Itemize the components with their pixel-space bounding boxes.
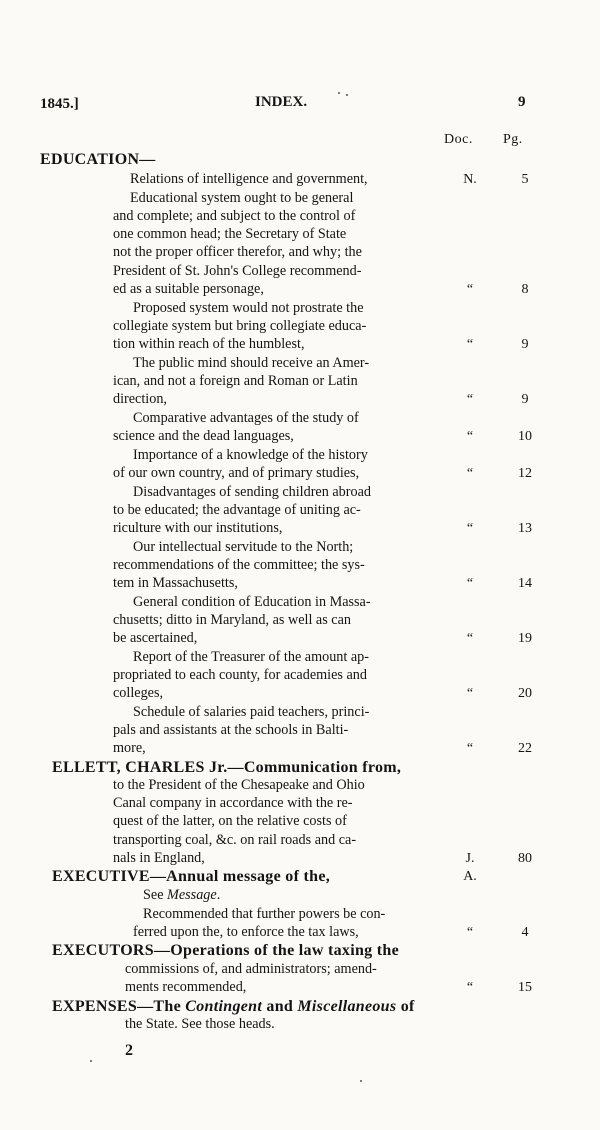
index-line: the State. See those heads. <box>125 1016 275 1032</box>
doc-reference: N. <box>463 172 477 187</box>
index-line: propriated to each county, for academies and <box>113 667 367 683</box>
header-page-number: 9 <box>518 94 526 110</box>
index-line: President of St. John's College recommend- <box>113 263 362 279</box>
page-reference: 9 <box>521 392 529 407</box>
index-line: one common head; the Secretary of State <box>113 226 347 242</box>
index-line: transporting coal, &c. on rail roads and ca- <box>113 832 357 848</box>
index-line: Disadvantages of sending children abroad <box>133 484 371 500</box>
page-reference: 13 <box>518 521 532 536</box>
doc-reference: “ <box>466 980 474 995</box>
index-line: science and the dead languages, <box>113 428 294 444</box>
header-year: 1845.] <box>40 96 79 112</box>
index-line: recommendations of the committee; the sys- <box>113 557 365 573</box>
index-line: to be educated; the advantage of uniting ac- <box>113 502 361 518</box>
index-line: Report of the Treasurer of the amount ap- <box>133 649 370 665</box>
index-line: Proposed system would not prostrate the <box>133 300 364 316</box>
index-line: Our intellectual servitude to the North; <box>133 539 354 555</box>
index-line: Recommended that further powers be con- <box>143 906 386 922</box>
doc-column-header: Doc. <box>444 132 473 147</box>
page-reference: 8 <box>521 282 529 297</box>
print-speck <box>346 94 348 96</box>
index-line: The public mind should receive an Amer- <box>133 355 370 371</box>
doc-reference: “ <box>466 466 474 481</box>
index-heading: EXECUTORS—Operations of the law taxing the <box>52 942 399 959</box>
print-speck <box>360 1080 362 1082</box>
index-line: commissions of, and administrators; amend- <box>125 961 377 977</box>
print-speck <box>338 92 340 94</box>
doc-reference: “ <box>466 392 474 407</box>
doc-reference: “ <box>466 686 474 701</box>
index-heading: EDUCATION— <box>40 151 156 168</box>
page-reference: 80 <box>518 851 532 866</box>
doc-reference: “ <box>466 925 474 940</box>
index-line: ican, and not a foreign and Roman or Latin <box>113 373 358 389</box>
doc-reference: “ <box>466 282 474 297</box>
index-line: Importance of a knowledge of the history <box>133 447 368 463</box>
index-line: not the proper officer therefor, and why; the <box>113 244 362 260</box>
index-heading: ELLETT, CHARLES Jr.—Communication from, <box>52 759 402 776</box>
doc-reference: “ <box>466 576 474 591</box>
index-line: Schedule of salaries paid teachers, princi- <box>133 704 370 720</box>
index-line: more, <box>113 740 146 756</box>
index-line: direction, <box>113 391 167 407</box>
index-line: Comparative advantages of the study of <box>133 410 359 426</box>
index-line: ments recommended, <box>125 979 247 995</box>
page-reference: 15 <box>518 980 532 995</box>
page-reference: 14 <box>518 576 532 591</box>
page-reference: 22 <box>518 741 532 756</box>
index-line: tion within reach of the humblest, <box>113 336 305 352</box>
index-line: Relations of intelligence and government, <box>130 171 368 187</box>
doc-reference: “ <box>466 521 474 536</box>
page-reference: 12 <box>518 466 532 481</box>
doc-reference: A. <box>463 869 477 884</box>
index-line: collegiate system but bring collegiate educa- <box>113 318 367 334</box>
header-title: INDEX. <box>255 94 308 110</box>
index-line: riculture with our institutions, <box>113 520 283 536</box>
index-heading: 2 <box>125 1042 134 1059</box>
index-line: colleges, <box>113 685 164 701</box>
index-heading: EXPENSES—The Contingent and Miscellaneous of <box>52 998 415 1015</box>
doc-reference: “ <box>466 631 474 646</box>
print-speck <box>90 1060 92 1062</box>
page-reference: 9 <box>521 337 529 352</box>
page-reference: 4 <box>521 925 529 940</box>
index-line: See Message. <box>143 887 221 903</box>
doc-reference: “ <box>466 741 474 756</box>
page-reference: 5 <box>521 172 529 187</box>
index-line: Canal company in accordance with the re- <box>113 795 353 811</box>
page-reference: 20 <box>518 686 532 701</box>
index-line: tem in Massachusetts, <box>113 575 238 591</box>
index-heading: EXECUTIVE—Annual message of the, <box>52 868 331 885</box>
index-line: nals in England, <box>113 850 205 866</box>
index-line: chusetts; ditto in Maryland, as well as can <box>113 612 351 628</box>
doc-reference: J. <box>465 851 475 866</box>
index-line: ferred upon the, to enforce the tax laws, <box>133 924 359 940</box>
index-line: be ascertained, <box>113 630 198 646</box>
doc-reference: “ <box>466 337 474 352</box>
page-reference: 19 <box>518 631 532 646</box>
index-line: ed as a suitable personage, <box>113 281 264 297</box>
doc-reference: “ <box>466 429 474 444</box>
index-line: of our own country, and of primary studies, <box>113 465 360 481</box>
index-line: Educational system ought to be general <box>130 190 354 206</box>
pg-column-header: Pg. <box>503 132 523 147</box>
index-line: General condition of Education in Massa- <box>133 594 371 610</box>
index-line: and complete; and subject to the control of <box>113 208 356 224</box>
page-reference: 10 <box>518 429 532 444</box>
index-line: pals and assistants at the schools in Balti- <box>113 722 349 738</box>
index-line: quest of the latter, on the relative costs of <box>113 813 347 829</box>
index-line: to the President of the Chesapeake and Ohio <box>113 777 365 793</box>
